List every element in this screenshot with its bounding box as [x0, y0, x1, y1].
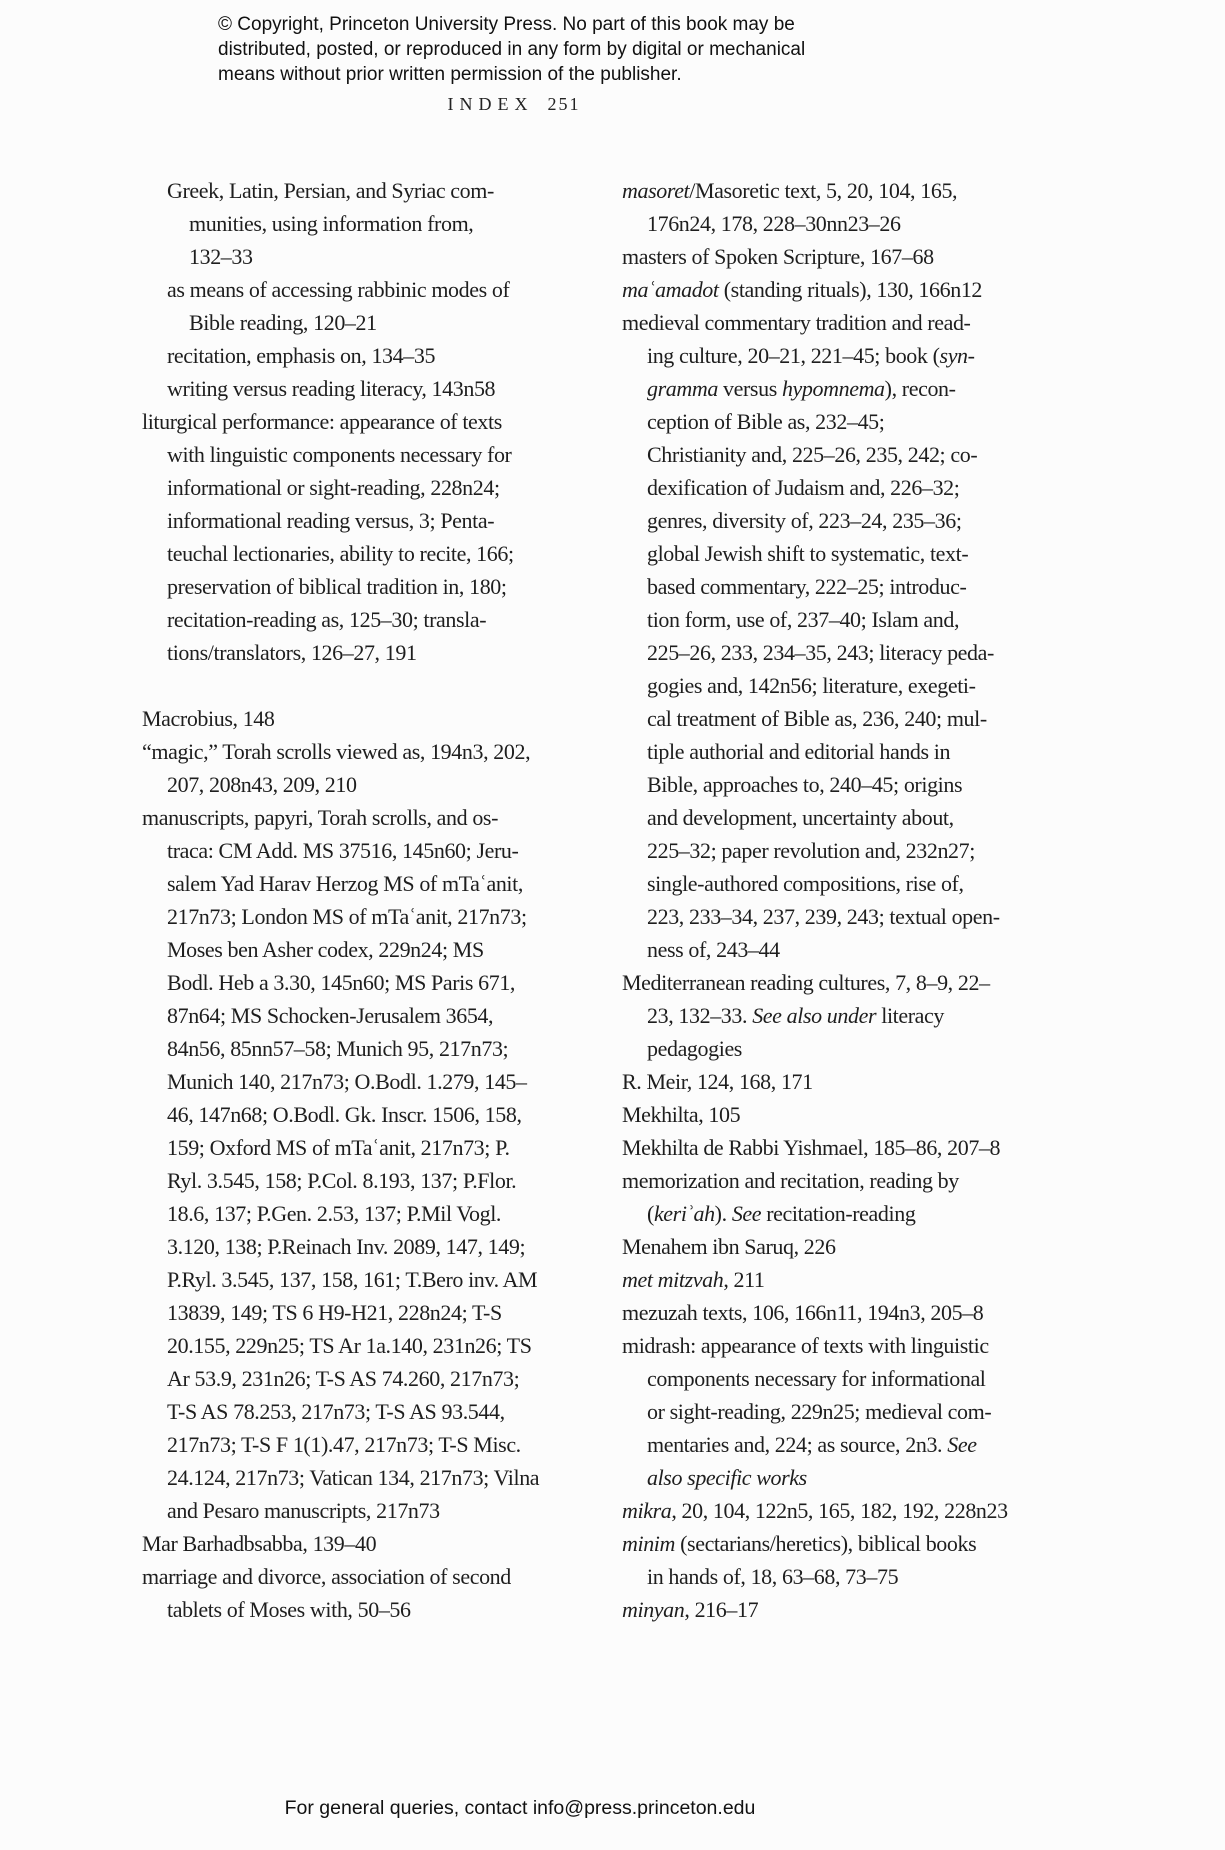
- index-line: teuchal lectionaries, ability to recite, 166;: [167, 541, 514, 566]
- index-line: medieval commentary tradition and read-: [622, 310, 971, 335]
- index-column-right: [622, 174, 1012, 1626]
- index-line: Mediterranean reading cultures, 7, 8–9, 22–: [622, 970, 990, 995]
- copyright-line-1: © Copyright, Princeton University Press. No part of this book may be: [218, 14, 795, 35]
- index-line: ception of Bible as, 232–45;: [647, 409, 885, 434]
- index-line: cal treatment of Bible as, 236, 240; mul-: [647, 706, 987, 731]
- index-line: tions/translators, 126–27, 191: [167, 640, 417, 665]
- footer-query-note: For general queries, contact info@press.princeton.edu: [284, 1797, 756, 1819]
- index-line: single-authored compositions, rise of,: [647, 871, 964, 896]
- index-line: recitation, emphasis on, 134–35: [167, 343, 436, 368]
- index-line: Mar Barhadbsabba, 139–40: [142, 1531, 377, 1556]
- index-line: informational or sight-reading, 228n24;: [167, 475, 500, 500]
- index-line: Bodl. Heb a 3.30, 145n60; MS Paris 671,: [167, 970, 516, 995]
- index-line: informational reading versus, 3; Penta-: [167, 508, 495, 533]
- index-line: Greek, Latin, Persian, and Syriac com-: [167, 178, 494, 203]
- index-line: Munich 140, 217n73; O.Bodl. 1.279, 145–: [167, 1069, 527, 1094]
- index-line: Bible reading, 120–21: [189, 310, 377, 335]
- index-line: Macrobius, 148: [142, 706, 275, 731]
- index-line: 159; Oxford MS of mTaʿanit, 217n73; P.: [167, 1135, 510, 1160]
- index-line: 217n73; London MS of mTaʿanit, 217n73;: [167, 904, 527, 929]
- index-line: writing versus reading literacy, 143n58: [167, 376, 496, 401]
- index-line: P.Ryl. 3.545, 137, 158, 161; T.Bero inv. AM: [167, 1267, 538, 1292]
- index-line: in hands of, 18, 63–68, 73–75: [647, 1564, 899, 1589]
- index-line: gogies and, 142n56; literature, exegeti-: [647, 673, 976, 698]
- index-line: and development, uncertainty about,: [647, 805, 954, 830]
- index-line: with linguistic components necessary for: [167, 442, 512, 467]
- index-line: gramma versus hypomnema), recon-: [647, 376, 956, 401]
- index-line: Mekhilta de Rabbi Yishmael, 185–86, 207–8: [622, 1135, 1001, 1160]
- index-line: midrash: appearance of texts with linguistic: [622, 1333, 989, 1358]
- index-line: as means of accessing rabbinic modes of: [167, 277, 510, 302]
- index-line: 225–26, 233, 234–35, 243; literacy peda-: [647, 640, 994, 665]
- index-line: genres, diversity of, 223–24, 235–36;: [647, 508, 962, 533]
- index-line: ing culture, 20–21, 221–45; book (syn-: [647, 343, 975, 368]
- index-line: 84n56, 85nn57–58; Munich 95, 217n73;: [167, 1036, 509, 1061]
- index-line: liturgical performance: appearance of texts: [142, 409, 502, 434]
- index-line: 223, 233–34, 237, 239, 243; textual open-: [647, 904, 1000, 929]
- index-line: marriage and divorce, association of second: [142, 1564, 511, 1589]
- index-blank-line: [142, 669, 532, 702]
- index-line: dexification of Judaism and, 226–32;: [647, 475, 960, 500]
- index-line: masters of Spoken Scripture, 167–68: [622, 244, 934, 269]
- index-line: global Jewish shift to systematic, text-: [647, 541, 969, 566]
- index-line: minim (sectarians/heretics), biblical books: [622, 1531, 977, 1556]
- index-line: also specific works: [647, 1465, 807, 1490]
- index-line: 3.120, 138; P.Reinach Inv. 2089, 147, 149;: [167, 1234, 526, 1259]
- index-line: 23, 132–33. See also under literacy: [647, 1003, 944, 1028]
- running-head: [0, 94, 1028, 115]
- index-line: recitation-reading as, 125–30; transla-: [167, 607, 487, 632]
- index-line: mezuzah texts, 106, 166n11, 194n3, 205–8: [622, 1300, 984, 1325]
- index-line: 225–32; paper revolution and, 232n27;: [647, 838, 975, 863]
- index-line: 20.155, 229n25; TS Ar 1a.140, 231n26; TS: [167, 1333, 532, 1358]
- index-line: 87n64; MS Schocken-Jerusalem 3654,: [167, 1003, 494, 1028]
- index-line: tion form, use of, 237–40; Islam and,: [647, 607, 960, 632]
- index-line: maʿamadot (standing rituals), 130, 166n12: [622, 277, 983, 302]
- index-line: Menahem ibn Saruq, 226: [622, 1234, 836, 1259]
- index-line: Bible, approaches to, 240–45; origins: [647, 772, 963, 797]
- index-line: manuscripts, papyri, Torah scrolls, and os-: [142, 805, 499, 830]
- index-line: components necessary for informational: [647, 1366, 986, 1391]
- index-line: 46, 147n68; O.Bodl. Gk. Inscr. 1506, 158,: [167, 1102, 522, 1127]
- index-line: or sight-reading, 229n25; medieval com-: [647, 1399, 992, 1424]
- index-line: Christianity and, 225–26, 235, 242; co-: [647, 442, 978, 467]
- index-line: based commentary, 222–25; introduc-: [647, 574, 967, 599]
- index-line: 176n24, 178, 228–30nn23–26: [647, 211, 901, 236]
- index-line: pedagogies: [647, 1036, 742, 1061]
- index-line: 132–33: [189, 244, 253, 269]
- index-line: 207, 208n43, 209, 210: [167, 772, 357, 797]
- index-line: 217n73; T-S F 1(1).47, 217n73; T-S Misc.: [167, 1432, 521, 1457]
- index-line: “magic,” Torah scrolls viewed as, 194n3, 202,: [142, 739, 531, 764]
- index-line: T-S AS 78.253, 217n73; T-S AS 93.544,: [167, 1399, 505, 1424]
- index-line: preservation of biblical tradition in, 180;: [167, 574, 507, 599]
- index-line: 13839, 149; TS 6 H9-H21, 228n24; T-S: [167, 1300, 502, 1325]
- index-line: minyan, 216–17: [622, 1597, 759, 1622]
- index-line: mentaries and, 224; as source, 2n3. See: [647, 1432, 977, 1457]
- index-line: salem Yad Harav Herzog MS of mTaʿanit,: [167, 871, 523, 896]
- copyright-line-2: distributed, posted, or reproduced in any form by digital or mechanical: [218, 39, 806, 60]
- index-line: Ryl. 3.545, 158; P.Col. 8.193, 137; P.Flor.: [167, 1168, 517, 1193]
- copyright-notice: [218, 12, 805, 87]
- page-number: 251: [547, 94, 581, 114]
- index-line: munities, using information from,: [189, 211, 474, 236]
- index-line: tiple authorial and editorial hands in: [647, 739, 951, 764]
- index-line: traca: CM Add. MS 37516, 145n60; Jeru-: [167, 838, 519, 863]
- index-heading: INDEX: [447, 94, 534, 114]
- index-line: R. Meir, 124, 168, 171: [622, 1069, 813, 1094]
- index-line: Moses ben Asher codex, 229n24; MS: [167, 937, 484, 962]
- index-line: masoret/Masoretic text, 5, 20, 104, 165,: [622, 178, 958, 203]
- index-line: Mekhilta, 105: [622, 1102, 741, 1127]
- copyright-line-3: means without prior written permission of the publisher.: [218, 64, 682, 85]
- index-line: memorization and recitation, reading by: [622, 1168, 959, 1193]
- index-line: (keriʾah). See recitation-reading: [647, 1201, 916, 1226]
- index-line: ness of, 243–44: [647, 937, 780, 962]
- index-line: 24.124, 217n73; Vatican 134, 217n73; Vilna: [167, 1465, 540, 1490]
- index-line: Ar 53.9, 231n26; T-S AS 74.260, 217n73;: [167, 1366, 520, 1391]
- index-line: 18.6, 137; P.Gen. 2.53, 137; P.Mil Vogl.: [167, 1201, 502, 1226]
- index-line: mikra, 20, 104, 122n5, 165, 182, 192, 228n23: [622, 1498, 1008, 1523]
- index-line: tablets of Moses with, 50–56: [167, 1597, 411, 1622]
- index-line: met mitzvah, 211: [622, 1267, 765, 1292]
- index-column-left: [142, 174, 540, 1626]
- index-line: and Pesaro manuscripts, 217n73: [167, 1498, 440, 1523]
